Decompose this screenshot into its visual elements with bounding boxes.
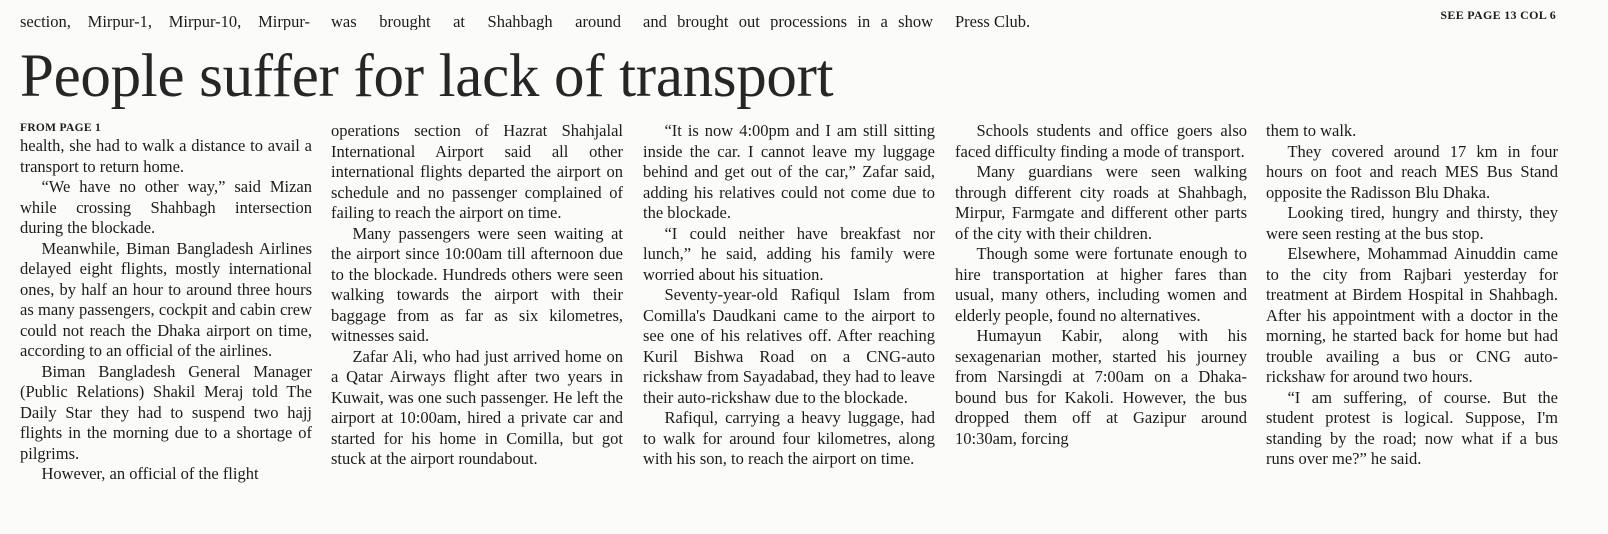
paragraph: health, she had to walk a distance to avail a transport to return home. (20, 136, 312, 176)
strip-col-2: was brought at Shahbagh around (331, 12, 621, 30)
paragraph: “I could neither have breakfast nor lunch,” he said, adding his family were worried about his situation. (643, 223, 935, 284)
paragraph: Many passengers were seen waiting at the airport since 10:00am till afternoon due to the blockade. Hundreds others were seen walking towards the airport with their baggage from as far as six kilometres, witnesses said. (331, 223, 623, 345)
strip-col-4: Press Club. (955, 12, 1031, 30)
paragraph: Though some were fortunate enough to hire transportation at higher fares than usual, many others, including women and elderly people, found no alternatives. (955, 244, 1247, 325)
paragraph: them to walk. (1266, 121, 1357, 140)
paragraph: Elsewhere, Mohammad Ainuddin came to the city from Rajbari yesterday for treatment at Birdem Hospital in Shahbagh. After his appointment with a doctor in the morning, he started back for home but had trouble availing a bus or CNG auto-rickshaw for around two hours. (1266, 244, 1558, 386)
article-column-2 (331, 121, 623, 534)
paragraph: However, an official of the flight (41, 464, 259, 483)
paragraph: They covered around 17 km in four hours on foot and reach MES Bus Stand opposite the Radisson Blu Dhaka. (1266, 141, 1558, 202)
article-column-1 (20, 121, 312, 534)
continuation-jump[interactable]: SEE PAGE 13 COL 6 (1440, 8, 1556, 22)
paragraph: Biman Bangladesh General Manager (Public Relations) Shakil Meraj told The Daily Star they had to suspend two hajj flights in the morning due to a shortage of pilgrims. (20, 361, 312, 463)
paragraph: Meanwhile, Biman Bangladesh Airlines delayed eight flights, mostly international ones, by half an hour to around three hours as many passengers, cockpit and cabin crew could not reach the Dhaka airport on time, according to an official of the airlines. (20, 238, 312, 360)
strip-col-1: section, Mirpur-1, Mirpur-10, Mirpur- (20, 12, 310, 30)
strip-col-3: and brought out processions in a show (643, 12, 933, 30)
paragraph: “It is now 4:00pm and I am still sitting inside the car. I cannot leave my luggage behind and get out of the car,” Zafar said, adding his relatives could not come due to the blockade. (643, 121, 935, 222)
article-column-3 (643, 121, 935, 534)
paragraph: “We have no other way,” said Mizan while crossing Shahbagh intersection during the blockade. (20, 177, 312, 237)
paragraph: Zafar Ali, who had just arrived home on a Qatar Airways flight after two years in Kuwait, was one such passenger. He left the airport at 10:00am, hired a private car and started for his home in Comilla, but got stuck at the airport roundabout. (331, 346, 623, 468)
from-page-label[interactable]: FROM PAGE 1 (20, 122, 102, 134)
paragraph: Looking tired, hungry and thirsty, they were seen resting at the bus stop. (1266, 203, 1558, 243)
paragraph: “I am suffering, of course. But the student protest is logical. Suppose, I'm standing by the road; now what if a bus runs over me?” he said. (1266, 387, 1558, 468)
paragraph: Schools students and office goers also faced difficulty finding a mode of transport. (955, 121, 1247, 161)
previous-story-strip (0, 0, 1608, 30)
article-column-4 (955, 121, 1247, 534)
paragraph: Humayun Kabir, along with his sexagenarian mother, started his journey from Narsingdi at 7:00am on a Dhaka-bound bus for Kakoli. However, the bus dropped them off at Gazipur around 10:30am, forcing (955, 326, 1247, 448)
paragraph: operations section of Hazrat Shahjalal International Airport said all other international flights departed the airport on schedule and no passenger complained of failing to reach the airport on time. (331, 121, 623, 222)
paragraph: Many guardians were seen walking through different city roads at Shahbagh, Mirpur, Farmgate and different other parts of the city with their children. (955, 162, 1247, 243)
paragraph: Seventy-year-old Rafiqul Islam from Comilla's Daudkani came to the airport to see one of his relatives off. After reaching Kuril Bishwa Road on a CNG-auto rickshaw from Sayadabad, they had to leave their auto-rickshaw due to the blockade. (643, 285, 935, 407)
article-column-5 (1266, 121, 1558, 534)
paragraph: Rafiqul, carrying a heavy luggage, had to walk for around four kilometres, along with his son, to reach the airport on time. (643, 408, 935, 468)
headline: People suffer for lack of transport (20, 43, 834, 110)
